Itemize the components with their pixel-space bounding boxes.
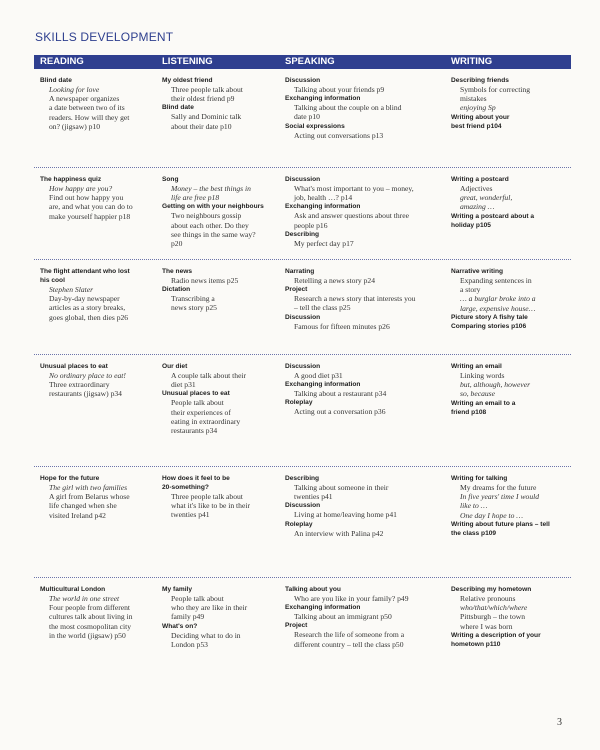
description-text: Four people from different (49, 603, 131, 613)
description-text: in the world (jigsaw) p50 (49, 630, 126, 640)
description-text: their oldest friend p9 (171, 94, 235, 104)
description-text: Talking about your friends p9 (294, 85, 385, 94)
description-text: about each other. Do they (171, 220, 249, 230)
example-text: like to … (460, 501, 488, 511)
section-heading: Discussion (285, 363, 321, 370)
example-text: Looking for love (49, 85, 100, 94)
description-text: Living at home/leaving home p41 (294, 510, 397, 520)
cell-writing (445, 69, 571, 140)
cell-speaking (279, 69, 445, 140)
description-text: job, health …? p14 (294, 193, 353, 203)
example-text: Stephen Slater (49, 285, 94, 294)
section-heading: Writing about your (451, 113, 510, 121)
description-text: Research a news story that interests you (294, 294, 416, 304)
description-text: London p53 (171, 639, 208, 649)
section-heading: Describing (285, 475, 320, 482)
section-heading: The news (162, 268, 193, 275)
description-text: Day-by-day newspaper (49, 294, 120, 304)
description-text: date p10 (294, 112, 320, 122)
section-heading: Writing about future plans – tell (451, 520, 550, 528)
description-text: Relative pronouns (460, 594, 516, 603)
description-text: Talking about the couple on a blind (294, 103, 402, 113)
section-heading: Song (162, 176, 179, 183)
description-text: Radio news items p25 (171, 276, 239, 285)
section-heading: Roleplay (285, 399, 313, 407)
cell-reading (34, 578, 156, 649)
section-heading: Exchanging information (285, 95, 361, 103)
cell-reading (34, 69, 156, 140)
cell-listening (156, 355, 279, 435)
description-text: where I was born (460, 621, 513, 631)
section-heading: What's on? (162, 622, 198, 630)
description-text: see things in the same way? (171, 229, 256, 239)
table-row (34, 354, 571, 435)
section-heading: Talking about you (285, 586, 341, 593)
example-text: The girl with two families (49, 483, 128, 492)
example-text: … a burglar broke into a (460, 294, 536, 304)
cell-listening (156, 467, 279, 538)
cell-listening (156, 578, 279, 649)
description-text: Talking about an immigrant p50 (294, 612, 392, 622)
column-header-speaking: SPEAKING (285, 56, 335, 67)
section-heading: Blind date (162, 104, 194, 112)
column-header-writing: WRITING (451, 56, 493, 67)
section-heading: Discussion (285, 77, 321, 84)
section-heading: The flight attendant who lost (40, 268, 130, 275)
table-row (34, 69, 571, 140)
description-text: who they are like in their (171, 603, 248, 613)
section-heading: Unusual places to eat (40, 363, 108, 370)
cell-speaking (279, 355, 445, 435)
example-text: life are free p18 (171, 193, 220, 203)
description-text: news story p25 (171, 303, 217, 313)
section-heading: Social expressions (285, 122, 345, 130)
description-text: A good diet p31 (294, 371, 343, 380)
description-text: a date between two of its (49, 103, 125, 113)
description-text: cultures talk about living in (49, 612, 133, 622)
description-text: Sally and Dominic talk (171, 112, 242, 122)
section-heading: Exchanging information (285, 604, 361, 612)
table-row (34, 259, 571, 331)
description-text: Expanding sentences in (460, 276, 532, 285)
page-number: 3 (557, 717, 562, 728)
description-text: Retelling a news story p24 (294, 276, 375, 285)
section-heading: Describing my hometown (451, 586, 532, 593)
description-text: My dreams for the future (460, 483, 537, 492)
description-text: Deciding what to do in (171, 630, 241, 640)
description-text: articles as a story breaks, (49, 303, 126, 313)
cell-reading (34, 260, 156, 331)
description-text: twenties p41 (294, 492, 333, 502)
description-text: make yourself happier p18 (49, 211, 131, 221)
cell-speaking (279, 578, 445, 649)
section-heading: Comparing stories p106 (451, 322, 527, 330)
description-text: My perfect day p17 (294, 238, 354, 248)
description-text: Research the life of someone from a (294, 630, 405, 640)
example-text: great, wonderful, (460, 193, 513, 203)
section-heading: Hope for the future (40, 475, 100, 482)
cell-reading (34, 467, 156, 538)
table-row (34, 466, 571, 538)
example-text: In five years' time I would (460, 492, 540, 502)
description-text: p20 (171, 239, 183, 249)
description-text: A newspaper organizes (49, 94, 120, 104)
section-heading: Writing an email (451, 363, 502, 370)
description-text: Pittsburgh – the town (460, 612, 526, 622)
section-heading: The happiness quiz (40, 176, 102, 183)
description-text: Three extraordinary (49, 380, 110, 390)
section-heading: Picture story A fishy tale (451, 313, 528, 321)
description-text: family p49 (171, 612, 205, 622)
description-text: a story (460, 285, 481, 295)
section-heading: holiday p105 (451, 221, 491, 229)
cell-listening (156, 260, 279, 331)
section-heading: My oldest friend (162, 77, 213, 84)
cell-speaking (279, 260, 445, 331)
example-text: large, expensive house… (460, 303, 536, 313)
section-heading: Narrating (285, 268, 315, 275)
section-heading: Discussion (285, 313, 321, 321)
section-heading: Roleplay (285, 520, 313, 528)
cell-listening (156, 168, 279, 248)
description-text: People talk about (171, 398, 224, 408)
section-heading: Writing a postcard (451, 176, 509, 183)
description-text: visited Ireland p42 (49, 510, 106, 520)
section-heading: Writing an email to a (451, 399, 516, 407)
example-text: amazing … (460, 202, 495, 212)
cell-reading (34, 355, 156, 435)
section-heading: Unusual places to eat (162, 390, 230, 398)
section-heading: Multicultural London (40, 586, 106, 593)
description-text: life changed when she (49, 501, 117, 511)
description-text: Acting out a conversation p36 (294, 407, 386, 417)
section-heading: Our diet (162, 363, 188, 370)
cell-speaking (279, 467, 445, 538)
section-heading: his cool (40, 277, 65, 284)
description-text: Who are you like in your family? p49 (294, 594, 409, 603)
example-text: Money – the best things in (171, 184, 251, 193)
description-text: Talking about someone in their (294, 483, 389, 492)
section-heading: friend p108 (451, 408, 487, 416)
table-row (34, 577, 571, 649)
example-text: so, because (460, 389, 496, 399)
description-text: are, and what you can do to (49, 202, 133, 212)
description-text: Transcribing a (171, 294, 215, 304)
description-text: Adjectives (460, 184, 493, 193)
description-text: Acting out conversations p13 (294, 130, 384, 140)
section-heading: 20-something? (162, 484, 209, 491)
section-heading: Narrative writing (451, 268, 504, 275)
description-text: their experiences of (171, 407, 231, 417)
description-text: Ask and answer questions about three (294, 211, 409, 221)
section-heading: Describing (285, 230, 320, 238)
table-row (34, 167, 571, 248)
cell-writing (445, 260, 571, 331)
description-text: the most cosmopolitan city (49, 621, 132, 631)
cell-writing (445, 355, 571, 435)
section-heading: best friend p104 (451, 122, 502, 130)
example-text: enjoying Sp (460, 103, 496, 113)
description-text: readers. How will they get (49, 112, 130, 122)
section-heading: Project (285, 622, 308, 630)
section-heading: Discussion (285, 176, 321, 183)
section-heading: the class p109 (451, 529, 497, 537)
description-text: Famous for fifteen minutes p26 (294, 321, 390, 331)
description-text: restaurants (jigsaw) p34 (49, 389, 122, 399)
section-heading: Blind date (40, 77, 72, 84)
description-text: on? (jigsaw) p10 (49, 121, 101, 131)
example-text: No ordinary place to eat! (49, 371, 126, 380)
description-text: A girl from Belarus whose (49, 492, 130, 502)
description-text: Three people talk about (171, 492, 243, 501)
cell-speaking (279, 168, 445, 248)
cell-writing (445, 578, 571, 649)
column-header-reading: READING (40, 56, 84, 67)
cell-listening (156, 69, 279, 140)
description-text: Linking words (460, 371, 505, 380)
description-text: diet p31 (171, 380, 196, 390)
description-text: An interview with Palina p42 (294, 528, 384, 538)
section-heading: Dictation (162, 286, 191, 294)
section-heading: How does it feel to be (162, 475, 230, 482)
example-text: How happy are you? (49, 184, 113, 193)
column-header-bar (34, 55, 571, 69)
section-heading: Project (285, 286, 308, 294)
description-text: A couple talk about their (171, 371, 247, 380)
cell-writing (445, 467, 571, 538)
section-heading: Writing a description of your (451, 631, 541, 639)
section-heading: Describing friends (451, 77, 509, 84)
section-heading: Writing a postcard about a (451, 212, 535, 220)
page-title: SKILLS DEVELOPMENT (35, 30, 174, 44)
section-heading: Exchanging information (285, 381, 361, 389)
description-text: Two neighbours gossip (171, 211, 242, 221)
description-text: people p16 (294, 220, 328, 230)
description-text: mistakes (460, 94, 487, 104)
description-text: what it's like to be in their (171, 501, 250, 511)
description-text: goes global, then dies p26 (49, 312, 129, 322)
description-text: Symbols for correcting (460, 85, 531, 94)
description-text: People talk about (171, 594, 224, 603)
description-text: Three people talk about (171, 85, 243, 94)
description-text: about their date p10 (171, 121, 232, 131)
description-text: different country – tell the class p50 (294, 639, 404, 649)
description-text: What's most important to you – money, (294, 184, 414, 193)
cell-reading (34, 168, 156, 248)
section-heading: Writing for talking (451, 475, 508, 482)
example-text: who/that/which/where (460, 603, 528, 613)
section-heading: Getting on with your neighbours (162, 203, 264, 211)
description-text: – tell the class p25 (294, 303, 351, 313)
description-text: Find out how happy you (49, 193, 124, 203)
description-text: restaurants p34 (171, 426, 218, 436)
section-heading: hometown p110 (451, 640, 501, 648)
example-text: One day I hope to … (460, 510, 524, 520)
column-header-listening: LISTENING (162, 56, 213, 67)
description-text: twenties p41 (171, 510, 210, 520)
cell-writing (445, 168, 571, 248)
section-heading: Discussion (285, 502, 321, 510)
section-heading: My family (162, 586, 193, 593)
section-heading: Exchanging information (285, 203, 361, 211)
description-text: Talking about a restaurant p34 (294, 389, 387, 399)
example-text: The world in one street (49, 594, 120, 603)
description-text: eating in extraordinary (171, 416, 241, 426)
example-text: but, although, however (460, 380, 531, 390)
